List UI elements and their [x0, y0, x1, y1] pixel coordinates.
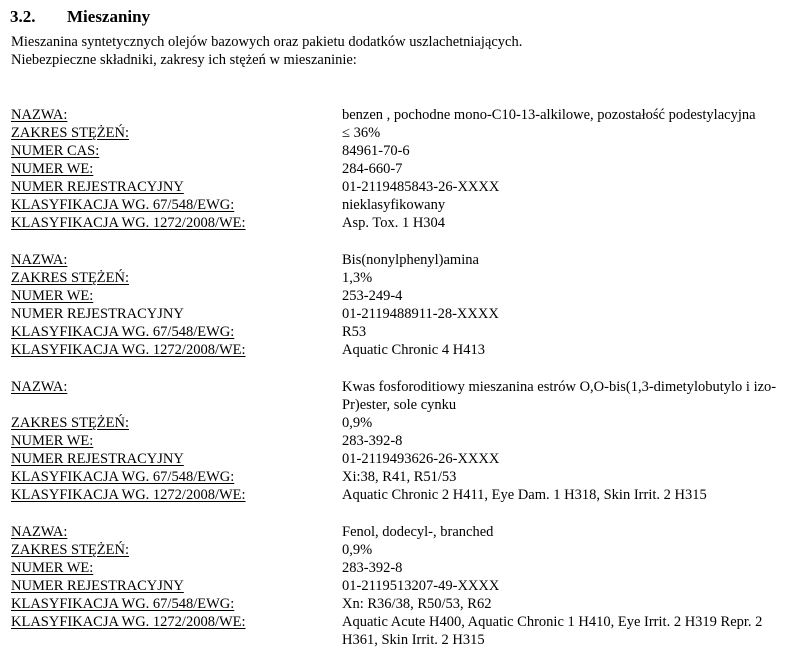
intro-line-1: Mieszanina syntetycznych olejów bazowych oraz pakietu dodatków uszlachetniających.: [11, 34, 523, 50]
field-value-name: benzen , pochodne mono-C10-13-alkilowe, pozostałość podestylacyjna: [342, 107, 756, 123]
field-value-registration: 01-2119513207-49-XXXX: [342, 578, 500, 594]
field-label-classification-67: KLASYFIKACJA WG. 67/548/EWG:: [11, 469, 235, 485]
field-value-classification-1272: Aquatic Chronic 2 H411, Eye Dam. 1 H318, Skin Irrit. 2 H315: [342, 487, 707, 503]
field-label-classification-67: KLASYFIKACJA WG. 67/548/EWG:: [11, 197, 235, 213]
field-value-we: 284-660-7: [342, 161, 403, 177]
field-label-concentration: ZAKRES STĘŻEŃ:: [11, 415, 130, 431]
field-value-classification-67: R53: [342, 324, 367, 340]
field-label-registration: NUMER REJESTRACYJNY: [11, 578, 184, 594]
field-value-classification-1272: Aquatic Chronic 4 H413: [342, 342, 485, 358]
field-label-we: NUMER WE:: [11, 288, 94, 304]
field-label-we: NUMER WE:: [11, 560, 94, 576]
field-value-concentration: 0,9%: [342, 542, 373, 558]
field-value-concentration: ≤ 36%: [342, 125, 381, 141]
field-label-concentration: ZAKRES STĘŻEŃ:: [11, 542, 130, 558]
field-value-classification-67: nieklasyfikowany: [342, 197, 446, 213]
field-label-registration: NUMER REJESTRACYJNY: [11, 306, 184, 322]
field-label-registration: NUMER REJESTRACYJNY: [11, 179, 184, 195]
field-label-name: NAZWA:: [11, 107, 68, 123]
field-value-concentration: 0,9%: [342, 415, 373, 431]
field-label-classification-67: KLASYFIKACJA WG. 67/548/EWG:: [11, 324, 235, 340]
field-value-we: 253-249-4: [342, 288, 403, 304]
field-label-we: NUMER WE:: [11, 161, 94, 177]
field-label-registration: NUMER REJESTRACYJNY: [11, 451, 184, 467]
field-label-name: NAZWA:: [11, 252, 68, 268]
field-label-classification-1272: KLASYFIKACJA WG. 1272/2008/WE:: [11, 614, 246, 630]
field-value-registration: 01-2119488911-28-XXXX: [342, 306, 499, 322]
field-value-we: 283-392-8: [342, 560, 403, 576]
field-value-classification-1272: Aquatic Acute H400, Aquatic Chronic 1 H410, Eye Irrit. 2 H319 Repr. 2 H361, Skin Irrit. 2 H315: [342, 614, 763, 648]
section-heading: [10, 7, 150, 27]
section-title: Mieszaniny: [67, 7, 151, 26]
field-label-name: NAZWA:: [11, 524, 68, 540]
field-label-cas: NUMER CAS:: [11, 143, 100, 159]
field-label-name: NAZWA:: [11, 379, 68, 395]
field-value-name: Fenol, dodecyl-, branched: [342, 524, 494, 540]
field-value-classification-67: Xi:38, R41, R51/53: [342, 469, 457, 485]
field-label-we: NUMER WE:: [11, 433, 94, 449]
field-label-concentration: ZAKRES STĘŻEŃ:: [11, 125, 130, 141]
intro-line-2: Niebezpieczne składniki, zakresy ich stężeń w mieszaninie:: [11, 52, 357, 68]
field-value-concentration: 1,3%: [342, 270, 373, 286]
field-value-classification-1272: Asp. Tox. 1 H304: [342, 215, 446, 231]
field-label-classification-67: KLASYFIKACJA WG. 67/548/EWG:: [11, 596, 235, 612]
field-label-concentration: ZAKRES STĘŻEŃ:: [11, 270, 130, 286]
field-value-cas: 84961-70-6: [342, 143, 410, 159]
field-label-classification-1272: KLASYFIKACJA WG. 1272/2008/WE:: [11, 487, 246, 503]
field-value-name: Kwas fosforoditiowy mieszanina estrów O,O-bis(1,3-dimetylobutylo i izo-Pr)ester, sole cynku: [342, 379, 777, 413]
field-label-classification-1272: KLASYFIKACJA WG. 1272/2008/WE:: [11, 215, 246, 231]
field-value-classification-67: Xn: R36/38, R50/53, R62: [342, 596, 492, 612]
field-value-registration: 01-2119485843-26-XXXX: [342, 179, 500, 195]
field-value-we: 283-392-8: [342, 433, 403, 449]
section-number: 3.2.: [10, 7, 36, 26]
field-value-registration: 01-2119493626-26-XXXX: [342, 451, 500, 467]
field-label-classification-1272: KLASYFIKACJA WG. 1272/2008/WE:: [11, 342, 246, 358]
field-value-name: Bis(nonylphenyl)amina: [342, 252, 479, 268]
